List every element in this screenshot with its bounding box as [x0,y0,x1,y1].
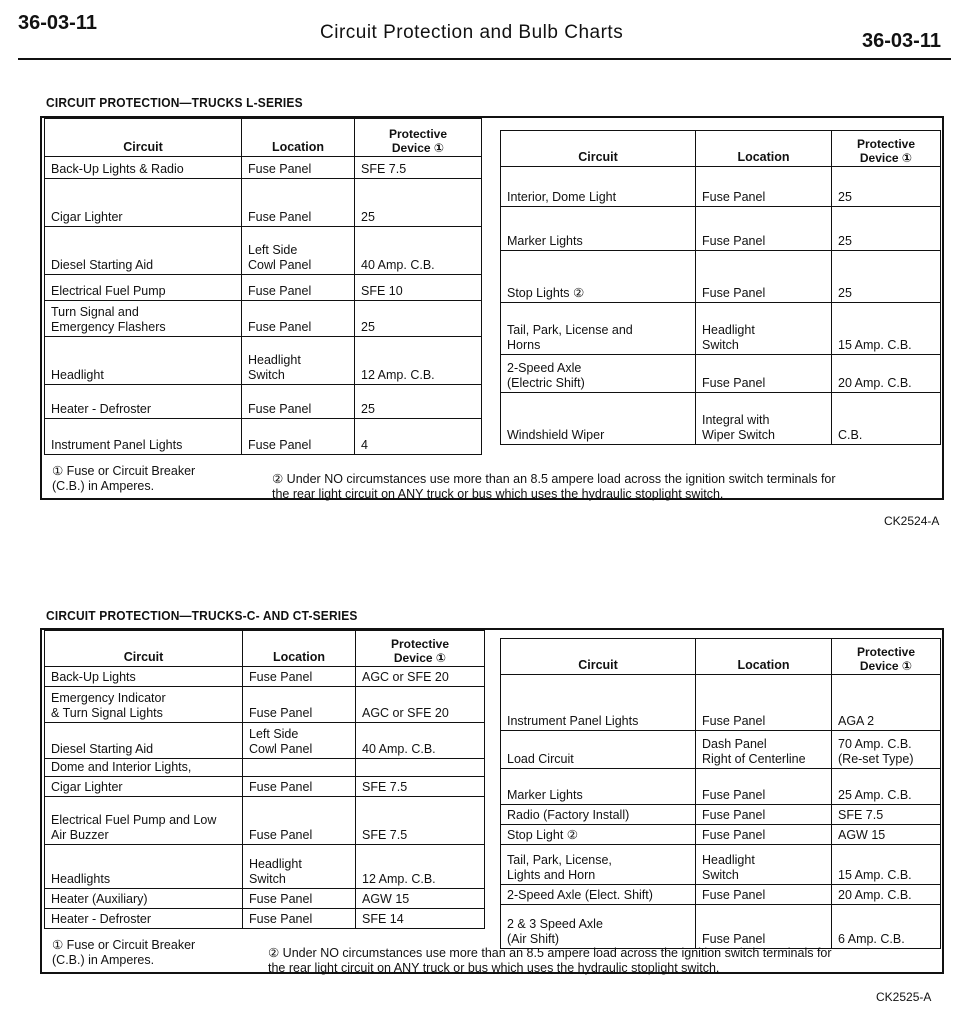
table-row [45,337,482,385]
location-cell: Left Side Cowl Panel [242,227,355,275]
col-header-device: Protective Device ① [355,119,482,157]
location-cell: Fuse Panel [243,687,356,723]
figure-code: CK2524-A [884,514,940,528]
table-row [501,885,941,905]
table-row [45,909,485,929]
table-row [501,905,941,949]
device-cell: 40 Amp. C.B. [356,723,485,759]
device-cell: AGC or SFE 20 [356,687,485,723]
col-header-location: Location [696,131,832,167]
table-row [501,251,941,303]
device-cell: 4 [355,419,482,455]
device-cell: SFE 7.5 [356,777,485,797]
location-cell: Fuse Panel [242,275,355,301]
location-cell: Fuse Panel [696,805,832,825]
circuit-cell: Heater - Defroster [45,909,243,929]
location-cell: Fuse Panel [696,675,832,731]
location-cell: Integral with Wiper Switch [696,393,832,445]
page-number-left: 36-03-11 [18,12,97,34]
table-row [501,303,941,355]
device-cell: AGW 15 [832,825,941,845]
table-row [501,207,941,251]
circuit-cell: Dome and Interior Lights, [45,759,243,777]
table-row [45,227,482,275]
circuit-cell: Instrument Panel Lights [501,675,696,731]
circuit-cell: Back-Up Lights [45,667,243,687]
circuit-cell: 2 & 3 Speed Axle (Air Shift) [501,905,696,949]
circuit-cell: Cigar Lighter [45,777,243,797]
table-row [501,825,941,845]
col-header-circuit: Circuit [45,119,242,157]
device-cell: SFE 7.5 [355,157,482,179]
l-series-table-left [44,118,482,455]
table-row [501,675,941,731]
footnote-fuse-circuit-breaker: ① Fuse or Circuit Breaker (C.B.) in Amperes. [52,938,196,967]
table-row [501,769,941,805]
device-cell [356,759,485,777]
circuit-cell: Marker Lights [501,769,696,805]
col-header-circuit: Circuit [501,639,696,675]
footnote-ampere-load-warning: ② Under NO circumstances use more than an 8.5 ampere load across the ignition switch terminals for the rear light circuit on ANY truck or bus which uses the hydraulic stoplight switch. [272,472,836,501]
device-cell: 25 [832,251,941,303]
circuit-cell: Interior, Dome Light [501,167,696,207]
table-row [501,731,941,769]
location-cell: Left Side Cowl Panel [243,723,356,759]
circuit-cell: Headlight [45,337,242,385]
page-number-right: 36-03-11 [862,30,941,52]
figure-code: CK2525-A [876,990,932,1004]
circuit-cell: Load Circuit [501,731,696,769]
table-row [501,167,941,207]
circuit-cell: Electrical Fuel Pump and Low Air Buzzer [45,797,243,845]
section-title-l-series: CIRCUIT PROTECTION—TRUCKS L-SERIES [46,95,303,110]
circuit-cell: Emergency Indicator & Turn Signal Lights [45,687,243,723]
circuit-cell: Diesel Starting Aid [45,723,243,759]
table-row [45,687,485,723]
circuit-cell: 2-Speed Axle (Elect. Shift) [501,885,696,905]
table-row [45,889,485,909]
location-cell: Fuse Panel [242,179,355,227]
location-cell: Fuse Panel [243,889,356,909]
location-cell: Dash Panel Right of Centerline [696,731,832,769]
device-cell: 25 [355,385,482,419]
device-cell: 20 Amp. C.B. [832,355,941,393]
circuit-cell: Back-Up Lights & Radio [45,157,242,179]
device-cell: 25 [355,179,482,227]
circuit-cell: Electrical Fuel Pump [45,275,242,301]
location-cell: Fuse Panel [242,385,355,419]
circuit-cell: Heater (Auxiliary) [45,889,243,909]
l-series-table-right [500,130,941,445]
circuit-cell: Diesel Starting Aid [45,227,242,275]
circuit-cell: Tail, Park, License and Horns [501,303,696,355]
col-header-circuit: Circuit [45,631,243,667]
table-row [501,393,941,445]
location-cell: Headlight Switch [696,845,832,885]
table-row [45,385,482,419]
table-row [501,355,941,393]
table-row [501,845,941,885]
device-cell: 25 [355,301,482,337]
device-cell: 6 Amp. C.B. [832,905,941,949]
location-cell: Fuse Panel [696,355,832,393]
device-cell: 70 Amp. C.B. (Re-set Type) [832,731,941,769]
device-cell: AGC or SFE 20 [356,667,485,687]
location-cell: Fuse Panel [242,301,355,337]
col-header-device: Protective Device ① [832,639,941,675]
circuit-cell: Windshield Wiper [501,393,696,445]
table-row [45,275,482,301]
device-cell: 40 Amp. C.B. [355,227,482,275]
col-header-circuit: Circuit [501,131,696,167]
footnote-ampere-load-warning: ② Under NO circumstances use more than an 8.5 ampere load across the ignition switch terminals for the rear light circuit on ANY truck or bus which uses the hydraulic stoplight switch. [268,946,832,975]
circuit-cell: Turn Signal and Emergency Flashers [45,301,242,337]
circuit-cell: Cigar Lighter [45,179,242,227]
device-cell: AGW 15 [356,889,485,909]
col-header-location: Location [243,631,356,667]
device-cell: 25 [832,167,941,207]
table-row [45,759,485,777]
location-cell: Fuse Panel [696,885,832,905]
circuit-cell: Marker Lights [501,207,696,251]
table-row [45,777,485,797]
device-cell: C.B. [832,393,941,445]
device-cell: 15 Amp. C.B. [832,845,941,885]
table-row [45,845,485,889]
table-row [45,723,485,759]
col-header-device: Protective Device ① [832,131,941,167]
location-cell: Fuse Panel [696,207,832,251]
location-cell: Fuse Panel [696,167,832,207]
device-cell: 12 Amp. C.B. [355,337,482,385]
location-cell [243,759,356,777]
location-cell: Fuse Panel [243,777,356,797]
table-row [45,797,485,845]
location-cell: Fuse Panel [243,667,356,687]
location-cell: Fuse Panel [243,909,356,929]
circuit-cell: Heater - Defroster [45,385,242,419]
location-cell: Fuse Panel [696,251,832,303]
location-cell: Fuse Panel [242,419,355,455]
circuit-cell: Radio (Factory Install) [501,805,696,825]
section-title-c-ct-series: CIRCUIT PROTECTION—TRUCKS-C- AND CT-SERIES [46,608,358,623]
table-row [45,419,482,455]
page-title: Circuit Protection and Bulb Charts [320,22,624,43]
device-cell: SFE 10 [355,275,482,301]
device-cell: 12 Amp. C.B. [356,845,485,889]
device-cell: 25 [832,207,941,251]
device-cell: AGA 2 [832,675,941,731]
circuit-cell: Tail, Park, License, Lights and Horn [501,845,696,885]
location-cell: Headlight Switch [243,845,356,889]
device-cell: SFE 7.5 [832,805,941,825]
header-rule [18,58,951,60]
col-header-location: Location [696,639,832,675]
device-cell: 25 Amp. C.B. [832,769,941,805]
circuit-cell: Headlights [45,845,243,889]
c-ct-series-table-left [44,630,485,929]
location-cell: Headlight Switch [696,303,832,355]
location-cell: Fuse Panel [696,905,832,949]
table-row [501,805,941,825]
device-cell: SFE 14 [356,909,485,929]
device-cell: 15 Amp. C.B. [832,303,941,355]
location-cell: Fuse Panel [696,825,832,845]
footnote-fuse-circuit-breaker: ① Fuse or Circuit Breaker (C.B.) in Amperes. [52,464,196,493]
table-row [45,667,485,687]
device-cell: 20 Amp. C.B. [832,885,941,905]
circuit-cell: 2-Speed Axle (Electric Shift) [501,355,696,393]
location-cell: Fuse Panel [243,797,356,845]
device-cell: SFE 7.5 [356,797,485,845]
col-header-location: Location [242,119,355,157]
col-header-device: Protective Device ① [356,631,485,667]
table-row [45,157,482,179]
table-row [45,179,482,227]
location-cell: Fuse Panel [696,769,832,805]
circuit-cell: Stop Lights ② [501,251,696,303]
circuit-cell: Instrument Panel Lights [45,419,242,455]
location-cell: Fuse Panel [242,157,355,179]
table-row [45,301,482,337]
c-ct-series-table-right [500,638,941,949]
circuit-cell: Stop Light ② [501,825,696,845]
location-cell: Headlight Switch [242,337,355,385]
